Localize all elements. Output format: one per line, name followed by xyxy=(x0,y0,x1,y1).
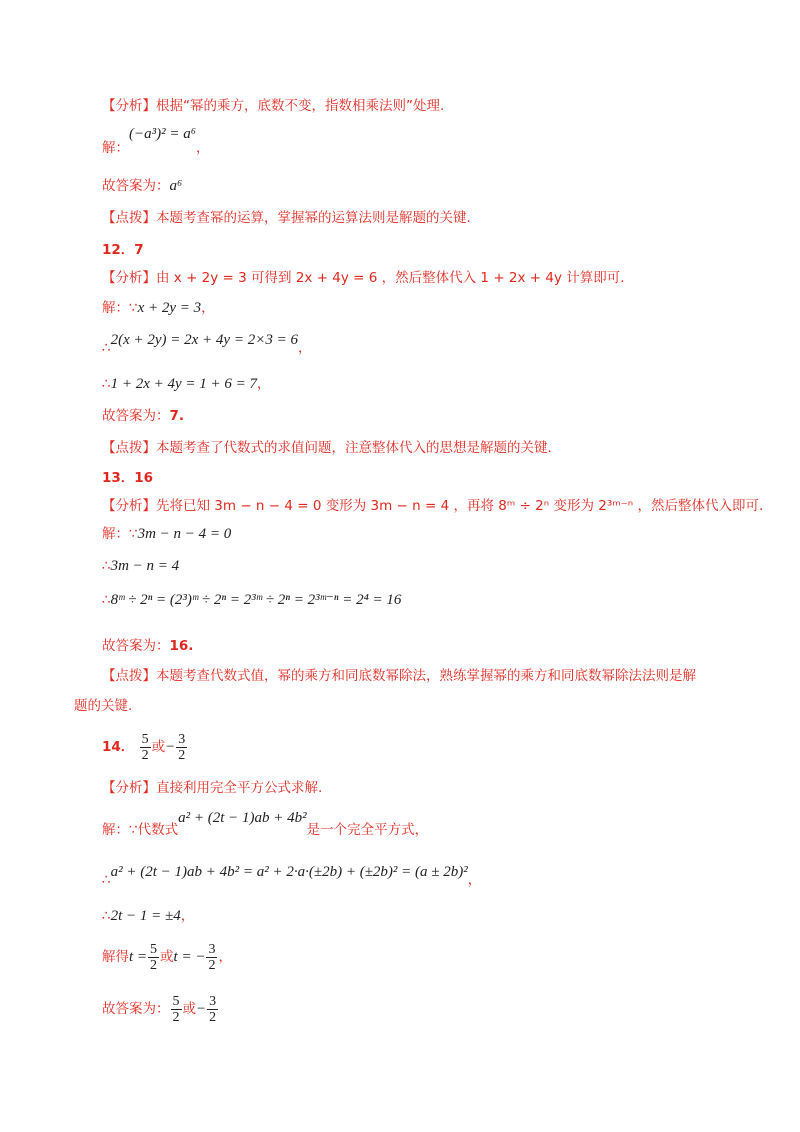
analysis-text: 直接利用完全平方公式求解. xyxy=(156,780,323,796)
answer-line xyxy=(102,176,182,196)
question-number: 14． xyxy=(102,739,135,755)
math-expression: t = xyxy=(129,949,148,965)
or-word: 或 xyxy=(151,739,166,755)
analysis-text: 先将已知 3m − n − 4 = 0 变形为 3m − n = 4 ，再将 8ᵐ ÷ 2ⁿ 变形为 2³ᵐ⁻ⁿ ，然后整体代入即可. xyxy=(156,498,764,514)
comment-label: 【点拨】 xyxy=(102,210,156,226)
comment-line-continued: 题的关键. xyxy=(74,698,133,714)
analysis-line xyxy=(102,496,763,516)
math-expression: x + 2y = 3 xyxy=(137,300,202,316)
analysis-line xyxy=(102,778,322,798)
comment-label: 【点拨】 xyxy=(102,440,156,456)
question-number-14 xyxy=(102,730,188,764)
math-expression: 3m − n − 4 = 0 xyxy=(137,526,232,542)
solution-line xyxy=(102,810,429,838)
solution-line xyxy=(102,126,210,156)
solution-prefix: 解：∵代数式 xyxy=(102,822,179,838)
math-expression: a² + (2t − 1)ab + 4b² xyxy=(178,810,307,826)
fraction: $\frac{3}{2}$ xyxy=(208,941,216,973)
step-line xyxy=(102,556,179,576)
analysis-line xyxy=(102,96,444,116)
answer-prefix: 故答案为： xyxy=(102,638,170,654)
answer-line xyxy=(102,636,193,656)
fraction: $\frac{3}{2}$ xyxy=(209,993,217,1025)
solution-line xyxy=(102,940,232,974)
therefore-symbol: ∴ xyxy=(102,908,111,924)
punctuation: ， xyxy=(467,872,482,888)
solution-line xyxy=(102,524,231,544)
math-expression: 3m − n = 4 xyxy=(110,558,180,574)
comment-label: 【点拨】 xyxy=(102,668,156,684)
comment-line xyxy=(102,666,696,686)
minus-sign: − xyxy=(196,1001,207,1017)
punctuation: ， xyxy=(195,140,210,156)
comment-text: 本题考查了代数式的求值问题，注意整体代入的思想是解题的关键. xyxy=(156,440,552,456)
answer-prefix: 故答案为： xyxy=(102,178,170,194)
punctuation: ， xyxy=(180,908,195,924)
solution-prefix: 解得 xyxy=(102,949,129,965)
answer-line xyxy=(102,406,184,426)
step-line xyxy=(102,906,194,926)
analysis-label: 【分析】 xyxy=(102,270,156,286)
math-expression: 1 + 2x + 4y = 1 + 6 = 7 xyxy=(110,376,258,392)
solution-suffix: 是一个完全平方式， xyxy=(306,822,429,838)
or-word: 或 xyxy=(160,949,174,965)
analysis-label: 【分析】 xyxy=(102,780,156,796)
comment-text: 本题考查幂的运算，掌握幂的运算法则是解题的关键. xyxy=(156,210,471,226)
step-line xyxy=(102,330,312,356)
answer-line xyxy=(102,992,219,1026)
answer-prefix: 故答案为： xyxy=(102,1001,170,1017)
or-word: 或 xyxy=(182,1001,196,1017)
answer-value: a⁶ xyxy=(169,178,183,194)
math-expression: a² + (2t − 1)ab + 4b² = a² + 2·a·(±2b) + (±2b)² = (a ± 2b)² xyxy=(110,864,468,880)
math-expression: 2t − 1 = ±4 xyxy=(110,908,181,924)
question-number: 13．16 xyxy=(102,470,154,486)
analysis-text: 根据“幂的乘方，底数不变，指数相乘法则”处理. xyxy=(156,98,445,114)
solution-prefix: 解： xyxy=(102,140,129,156)
punctuation: ， xyxy=(257,376,271,392)
math-expression: 2(x + 2y) = 2x + 4y = 2×3 = 6 xyxy=(110,332,298,348)
math-expression: t = − xyxy=(173,949,206,965)
step-line xyxy=(102,590,401,610)
comment-text: 本题考查代数式值，幂的乘方和同底数幂除法，熟练掌握幂的乘方和同底数幂除法法则是解 xyxy=(156,668,696,684)
analysis-line xyxy=(102,268,625,288)
punctuation: ， xyxy=(297,340,312,356)
fraction: $\frac{3}{2}$ xyxy=(178,731,186,763)
question-number: 12．7 xyxy=(102,242,144,258)
fraction: $\frac{5}{2}$ xyxy=(172,993,180,1025)
punctuation: ， xyxy=(218,949,232,965)
solution-line xyxy=(102,298,215,318)
step-line xyxy=(102,862,482,888)
punctuation: ， xyxy=(201,300,215,316)
math-expression: 8ᵐ ÷ 2ⁿ = (2³)ᵐ ÷ 2ⁿ = 2³ᵐ ÷ 2ⁿ = 2³ᵐ⁻ⁿ = 2⁴ = 16 xyxy=(110,592,402,608)
analysis-label: 【分析】 xyxy=(102,98,156,114)
math-expression: (−a³)² = a⁶ xyxy=(129,126,196,142)
analysis-text: 由 x + 2y = 3 可得到 2x + 4y = 6 ，然后整体代入 1 + 2x + 4y 计算即可. xyxy=(156,270,625,286)
therefore-symbol: ∴ xyxy=(102,872,111,888)
therefore-symbol: ∴ xyxy=(102,592,111,608)
answer-value: 16. xyxy=(169,638,194,654)
comment-line xyxy=(102,438,552,458)
therefore-symbol: ∴ xyxy=(102,558,111,574)
fraction: $\frac{5}{2}$ xyxy=(150,941,158,973)
solution-prefix: 解：∵ xyxy=(102,300,138,316)
minus-sign: − xyxy=(165,739,176,755)
therefore-symbol: ∴ xyxy=(102,376,111,392)
solution-prefix: 解：∵ xyxy=(102,526,138,542)
step-line xyxy=(102,374,271,394)
fraction: $\frac{5}{2}$ xyxy=(141,731,149,763)
therefore-symbol: ∴ xyxy=(102,340,111,356)
answer-prefix: 故答案为： xyxy=(102,408,170,424)
answer-value: 7. xyxy=(169,408,185,424)
comment-line xyxy=(102,208,471,228)
analysis-label: 【分析】 xyxy=(102,498,156,514)
